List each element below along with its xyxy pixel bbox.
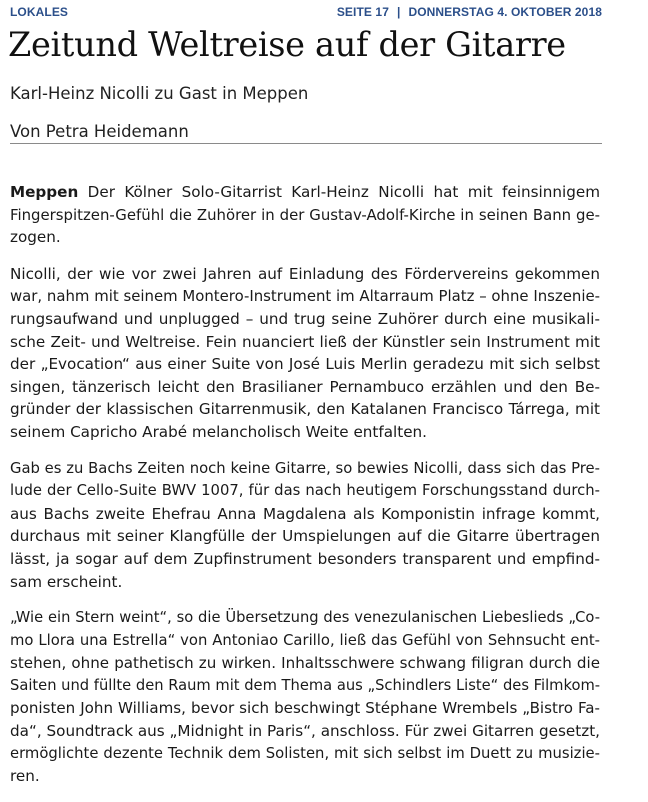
article-paragraph-3 [10,458,600,594]
article-dateline: Meppen [10,183,79,201]
paragraph-line: ren. [10,767,40,786]
article-paragraph-1 [10,181,600,249]
paragraph-line: der „Evocation“ aus einer Suite von José Luis Merlin geradezu mit sich selbst [10,355,600,374]
paragraph-line: ponisten John Williams, bevor sich beschwingt Stéphane Wrembels „Bistro Fa- [10,699,600,718]
paragraph-line: sche Zeit- und Weltreise. Fein nuanciert ließ der Künstler sein Instrument mit [10,332,600,351]
issue-date: DONNERSTAG 4. OKTOBER 2018 [408,5,602,19]
paragraph-line: aus Bachs zweite Ehefrau Anna Magdalena als Komponistin infrage kommt, [10,504,600,523]
article-paragraph-2 [10,263,600,444]
article-body [10,181,600,802]
paragraph-line: zogen. [10,228,61,247]
paragraph-line: singen, tänzerisch leicht den Brasilianer Pernambuco erzählen und den Be- [10,377,600,396]
paragraph-line: da“, Soundtrack aus „Midnight in Paris“, anschloss. Für zwei Gitarren gesetzt, [10,722,600,741]
paragraph-line-text: Der Kölner Solo-Gitarrist Karl-Heinz Nicolli hat mit feinsinnigem [78,183,600,201]
paragraph-line [10,181,600,204]
paragraph-line: seinem Capricho Arabé melancholisch Weite entfalten. [10,422,428,441]
page-info [337,5,602,19]
paragraph-line: ermöglichte dezente Technik dem Solisten, mit sich selbst im Duett zu musizie- [10,744,600,762]
paragraph-line: mo Llora una Estrella“ von Antoniao Carillo, ließ das Gefühl von Sehnsucht ent- [10,631,600,649]
paragraph-line: „Wie ein Stern weint“, so die Übersetzung des venezulanischen Liebeslieds „Co- [10,609,600,627]
section-label: LOKALES [10,5,69,19]
paragraph-line: gründer der klassischen Gitarrenmusik, den Katalanen Francisco Tárrega, mit [10,400,600,419]
article-headline: Zeitund Weltreise auf der Gitarre [8,25,566,64]
article-subtitle: Karl-Heinz Nicolli zu Gast in Meppen [10,84,309,103]
article-paragraph-4 [10,607,600,788]
paragraph-line: Nicolli, der wie vor zwei Jahren auf Einladung des Fördervereins gekommen [10,264,600,283]
article-byline: Von Petra Heidemann [10,122,189,141]
paragraph-line: Gab es zu Bachs Zeiten noch keine Gitarre, so bewies Nicolli, dass sich das Pre- [10,459,600,477]
paragraph-line: rungsaufwand und unplugged – und trug seine Zuhörer durch eine musikali- [10,309,600,328]
paragraph-line: stehen, ohne pathetisch zu wirken. Inhaltsschwere schwang filigran durch die [10,654,600,673]
paragraph-line: Fingerspitzen-Gefühl die Zuhörer in der Gustav-Adolf-Kirche in seinen Bann ge- [10,205,600,224]
paragraph-line: Saiten und füllte den Raum mit dem Thema aus „Schindlers Liste“ des Filmkom- [10,676,601,694]
header-separator: | [396,5,401,19]
paragraph-line: lässt, ja sogar auf dem Zupfinstrument besonders transparent und empfind- [10,549,600,568]
paragraph-line: lude der Cello-Suite BWV 1007, für das nach heutigem Forschungsstand durch- [10,482,600,500]
paragraph-line: sam erscheint. [10,572,123,591]
page-number: SEITE 17 [336,5,389,19]
page-header [10,5,602,21]
header-divider [10,143,602,144]
paragraph-line: durchaus mit seiner Klangfülle der Umspielungen auf die Gitarre übertragen [10,527,600,546]
paragraph-line: war, nahm mit seinem Montero-Instrument im Altarraum Platz – ohne Inszenie- [10,287,600,306]
